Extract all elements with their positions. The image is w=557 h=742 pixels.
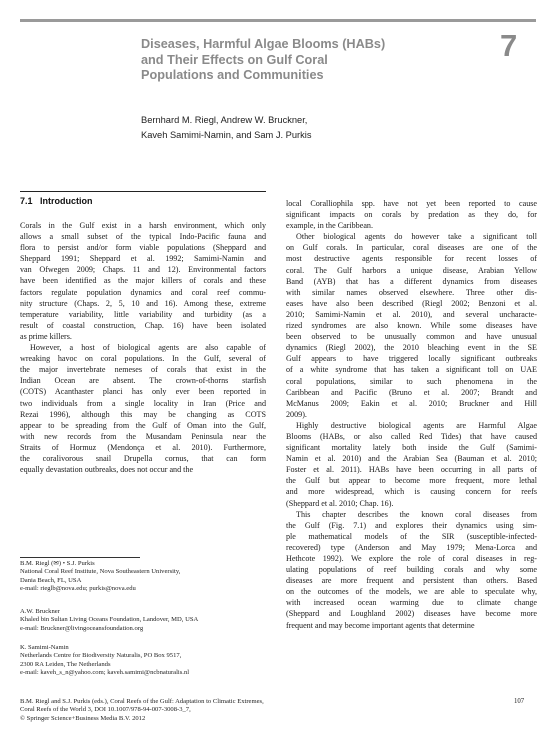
text-line: Indian Ocean are absent. The crown-of-thorns starfish — [20, 376, 266, 386]
text-line: and more widespread, which is causing concern for reefs — [286, 487, 537, 497]
text-line: diseases are more frequent and persistent than others. Based — [286, 576, 537, 586]
text-line: the Gulf (Fig. 7.1) and explores their dynamics using sim- — [286, 520, 537, 530]
text-line: van Ofwegen 2009; Chaps. 11 and 12). Environmental factors — [20, 265, 266, 275]
text-line: Corals in the Gulf exist in a harsh environment, which only — [20, 221, 266, 230]
text-line: nity structure (Chaps. 2, 5, 10 and 16). Among these, extreme — [20, 298, 266, 308]
text-line: Rezai 1996), although this may be changing as COTS — [20, 409, 266, 419]
text-line: temperature variability, little variability and turbidity (as a — [20, 309, 266, 319]
affiliation-block — [20, 644, 280, 678]
affiliation-line: e-mail: rieglb@nova.edu; purkis@nova.edu — [20, 585, 136, 593]
text-line: Straits of Hormuz (Mendonça et al. 2010). Furthermore, — [20, 442, 266, 452]
text-line: (COTS) Acanthaster planci has only ever been reported in — [20, 387, 266, 397]
text-line: 2009). — [286, 409, 307, 419]
publication-footer — [20, 698, 537, 723]
affiliation-line: K. Samimi-Namin — [20, 644, 69, 651]
affiliation-line: Khaled bin Sultan Living Oceans Foundation, Landover, MD, USA — [20, 616, 199, 624]
left-text-column — [20, 220, 266, 475]
text-line: as prime killers. — [20, 331, 72, 341]
chapter-authors — [141, 113, 312, 143]
text-line: recovered) type (Anderson and May 1979; Mena-Lorca and — [286, 542, 537, 552]
footer-line: B.M. Riegl and S.J. Purkis (eds.), Coral Reefs of the Gulf: Adaptation to Climatic Extremes, — [20, 698, 264, 705]
text-line: McManus 2009; Eakin et al. 2010; Bruckner and Hill — [286, 398, 537, 408]
text-line: Caribbean and Pacific (Bruno et al. 2007; Brandt and — [286, 387, 537, 397]
affiliation-line: e-mail: kaveh_s_n@yahoo.com; kaveh.samimi@ncbnaturalis.nl — [20, 669, 190, 677]
chapter-title-line: Diseases, Harmful Algae Blooms (HABs) — [141, 37, 386, 51]
page-number: 107 — [514, 698, 525, 705]
section-number: 7.1 — [20, 196, 33, 206]
text-line: Highly destructive biological agents are Harmful Algae — [296, 420, 537, 430]
section-rule — [20, 191, 266, 192]
text-line: with new records from the Musandam Peninsula near the — [20, 431, 266, 441]
chapter-title-line: and Their Effects on Gulf Coral — [141, 52, 328, 67]
affiliation-block — [20, 608, 280, 633]
affiliation-line: B.M. Riegl (✉) • S.J. Purkis — [20, 560, 95, 567]
affiliation-line: Dania Beach, FL, USA — [20, 576, 82, 584]
text-line: allows a small subset of the typical Indo-Pacific fauna and — [20, 232, 266, 242]
text-line: on Gulf corals. In particular, coral diseases are one of the — [286, 243, 537, 253]
chapter-number: 7 — [500, 28, 518, 63]
chapter-title — [141, 37, 441, 84]
text-line: on the outcomes of the models, we are able to speculate why, — [286, 587, 537, 597]
text-line: eases have also been described (Riegl 2002; Benzoni et al. — [286, 298, 537, 308]
text-line: Band (AYB) that has a different dynamics from diseases — [286, 276, 537, 286]
text-line: Blooms (HABs, or also called Red Tides) that have caused — [286, 431, 537, 441]
text-line: Foster et al. 2011). HABs have been occurring in all parts of — [286, 465, 537, 475]
text-line: most destructive agents responsible for recent losses of — [286, 254, 537, 264]
text-line: with similar names observed elsewhere. Three other dis- — [286, 287, 537, 297]
text-line: (Sheppard and Loughland 2002) diseases have become more — [286, 609, 537, 619]
chapter-title-line: Populations and Communities — [141, 68, 324, 82]
affiliation-line: 2300 RA Leiden, The Netherlands — [20, 660, 111, 668]
text-line: dynamics (Riegl 2002), the 2010 bleaching event in the SE — [286, 343, 537, 353]
text-line: been observed to be unusually common and have unusual — [286, 332, 537, 342]
text-line: (Sheppard et al. 2010; Chap. 16). — [286, 498, 394, 508]
text-line: significant impacts on corals by predation as they do, for — [286, 210, 537, 220]
text-line: Gulf appears to have triggered locally significant outbreaks — [286, 354, 537, 364]
text-line: the coralivorous snail Drupella cornus, that can form — [20, 453, 266, 463]
text-line: example, in the Caribbean. — [286, 221, 373, 231]
author-line: Kaveh Samimi-Namin, and Sam J. Purkis — [141, 130, 312, 140]
text-line: two individuals from a single locality in Iran (Price and — [20, 398, 266, 408]
author-line: Bernhard M. Riegl, Andrew W. Bruckner, — [141, 115, 308, 125]
text-line: Sheppard 1991; Sheppard et al. 1992; Samimi-Namin and — [20, 254, 266, 264]
text-line: result of coastal construction, Chap. 16) have been isolated — [20, 320, 266, 330]
affiliation-line: A.W. Bruckner — [20, 608, 60, 615]
text-line: significant mortality lately both inside the Gulf (Samimi- — [286, 443, 537, 453]
section-heading — [20, 196, 93, 206]
text-line: However, a host of biological agents are also capable of — [30, 343, 266, 353]
text-line: ulating populations of reef building corals and why some — [286, 565, 537, 575]
text-line: of a white syndrome that has taken a significant toll on UAE — [286, 365, 537, 375]
text-line: the Gulf but appear to become more frequent, more lethal — [286, 476, 537, 486]
text-line: equally devastation outbreaks, does not occur and the — [20, 465, 194, 475]
affiliation-line: National Coral Reef Institute, Nova Southeastern University, — [20, 568, 181, 576]
text-line: appear to be spreading from the Gulf of Oman into the Gulf, — [20, 420, 266, 430]
text-line: 2010; Samimi-Namin et al. 2010), and several uncharacte- — [286, 309, 537, 319]
text-line: This chapter describes the known coral diseases from — [296, 509, 537, 519]
text-line: factors regulate population dynamics and coral reef commu- — [20, 287, 266, 297]
affiliation-block — [20, 560, 280, 594]
right-text-column — [286, 198, 537, 631]
text-line: Other biological agents do however take a significant toll — [296, 232, 537, 242]
text-line: coral. The Gulf harbors a unique disease, Arabian Yellow — [286, 265, 537, 275]
text-line: Namin et al. 2010) and the Arabian Sea (Bauman et al. 2010; — [286, 454, 537, 464]
text-line: wreaking havoc on coral populations. In the Gulf, several of — [20, 354, 266, 364]
footer-line: Coral Reefs of the World 3, DOI 10.1007/978-94-007-3008-3_7, — [20, 706, 191, 714]
text-line: the major invertebrate nemeses of corals that exist in the — [20, 365, 266, 375]
affiliation-line: e-mail: Bruckner@livingoceansfoundation.org — [20, 624, 144, 632]
text-line: coral populations, similar to such phenomena in the — [286, 376, 537, 386]
text-line: Hethcote 1992). We explore the role of coral diseases in reg- — [286, 554, 537, 563]
section-title: Introduction — [40, 196, 93, 206]
footer-line: © Springer Science+Business Media B.V. 2012 — [20, 714, 146, 722]
text-line: have been identified as the major killers of corals and these — [20, 276, 266, 286]
footnote-rule — [20, 557, 140, 558]
header-rule — [20, 19, 536, 22]
affiliation-line: Netherlands Centre for Biodiversity Naturalis, PO Box 9517, — [20, 652, 182, 660]
text-line: rized syndromes are also known. While some diseases have — [286, 321, 537, 331]
text-line: frequent and may become important agents that determine — [286, 620, 475, 630]
text-line: local Coralliophila spp. have not yet been reported to cause — [286, 199, 537, 208]
text-line: ple mathematical models of the SIR (susceptible-infected- — [286, 531, 537, 541]
text-line: flora to persist and/or form viable populations (Sheppard and — [20, 243, 266, 253]
text-line: with increased ocean warming due to climate change — [286, 598, 537, 608]
